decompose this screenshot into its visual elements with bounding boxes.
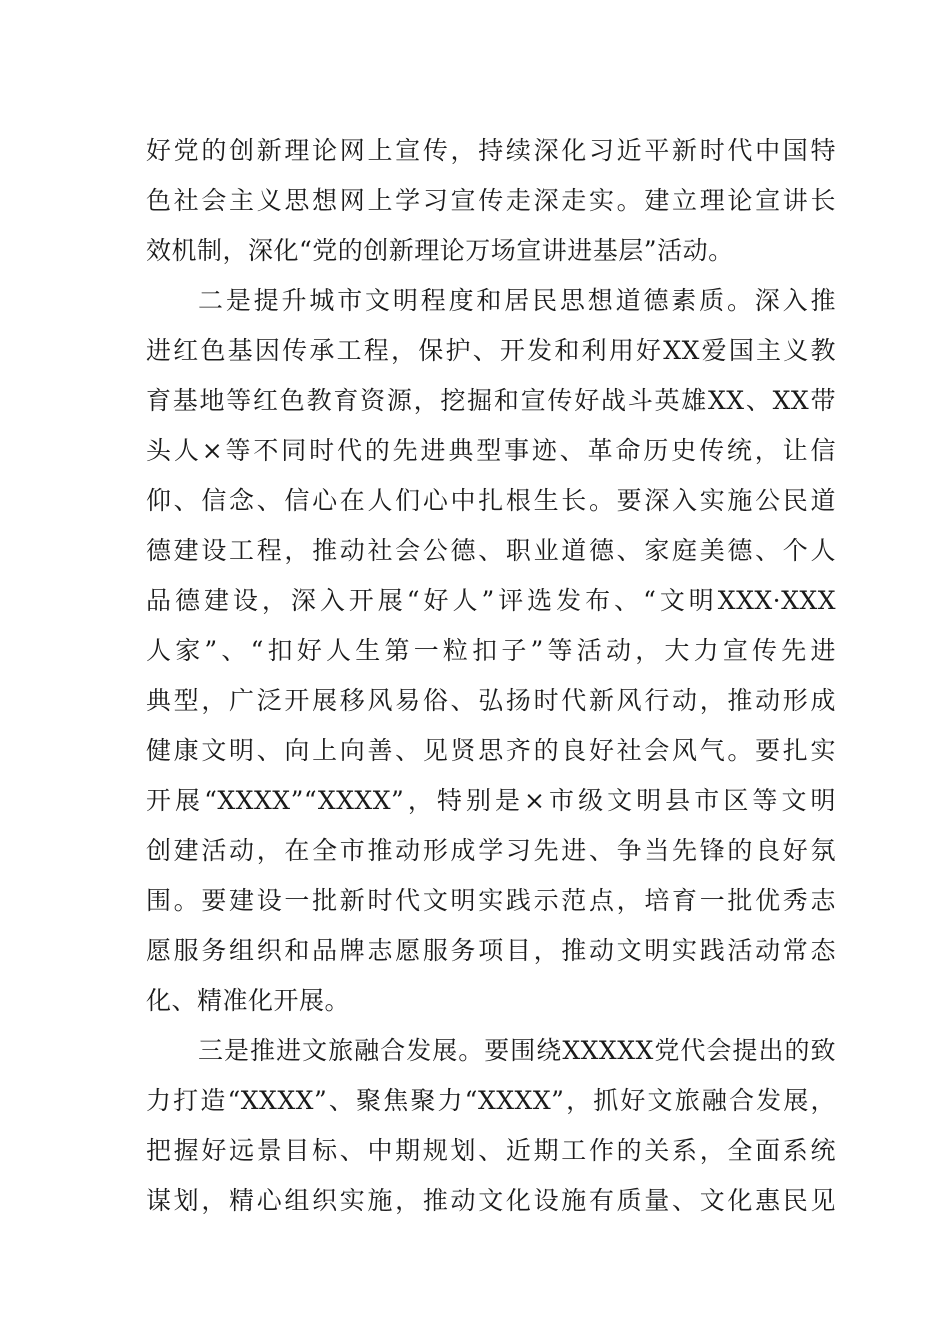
text-line: 创建活动，在全市推动形成学习先进、争当先锋的良好氛 (146, 836, 836, 865)
text-line: 仰、信念、信心在人们心中扎根生长。要深入实施公民道 (146, 486, 836, 515)
text-line: 好党的创新理论网上宣传，持续深化习近平新时代中国特 (146, 136, 836, 165)
text-line: 德建设工程，推动社会公德、职业道德、家庭美德、个人 (146, 536, 836, 565)
text-line: 谋划，精心组织实施，推动文化设施有质量、文化惠民见 (146, 1186, 836, 1215)
text-line: 典型，广泛开展移风易俗、弘扬时代新风行动，推动形成 (146, 686, 836, 715)
text-line: 色社会主义思想网上学习宣传走深走实。建立理论宣讲长 (146, 186, 836, 215)
paragraph-heading-line: 二是提升城市文明程度和居民思想道德素质。深入推 (198, 286, 836, 315)
text-line: 效机制，深化“党的创新理论万场宣讲进基层”活动。 (146, 236, 734, 265)
paragraph-heading-line: 三是推进文旅融合发展。要围绕XXXXX党代会提出的致 (198, 1036, 836, 1065)
text-line: 化、精准化开展。 (146, 986, 351, 1015)
text-line: 把握好远景目标、中期规划、近期工作的关系，全面系统 (146, 1136, 836, 1165)
text-line: 头人×等不同时代的先进典型事迹、革命历史传统，让信 (146, 436, 836, 465)
text-line: 围。要建设一批新时代文明实践示范点，培育一批优秀志 (146, 886, 836, 915)
document-body (146, 126, 836, 1226)
text-line: 人家”、“扣好人生第一粒扣子”等活动，大力宣传先进 (146, 636, 836, 665)
text-line: 育基地等红色教育资源，挖掘和宣传好战斗英雄XX、XX带 (146, 386, 836, 415)
text-line: 品德建设，深入开展“好人”评选发布、“文明XXX·XXX (146, 586, 836, 615)
text-line: 愿服务组织和品牌志愿服务项目，推动文明实践活动常态 (146, 936, 836, 965)
text-line: 健康文明、向上向善、见贤思齐的良好社会风气。要扎实 (146, 736, 836, 765)
text-line: 力打造“XXXX”、聚焦聚力“XXXX”，抓好文旅融合发展， (146, 1086, 836, 1115)
text-line: 进红色基因传承工程，保护、开发和利用好XX爱国主义教 (146, 336, 836, 365)
text-line: 开展“XXXX”“XXXX”，特别是×市级文明县市区等文明 (146, 786, 836, 815)
